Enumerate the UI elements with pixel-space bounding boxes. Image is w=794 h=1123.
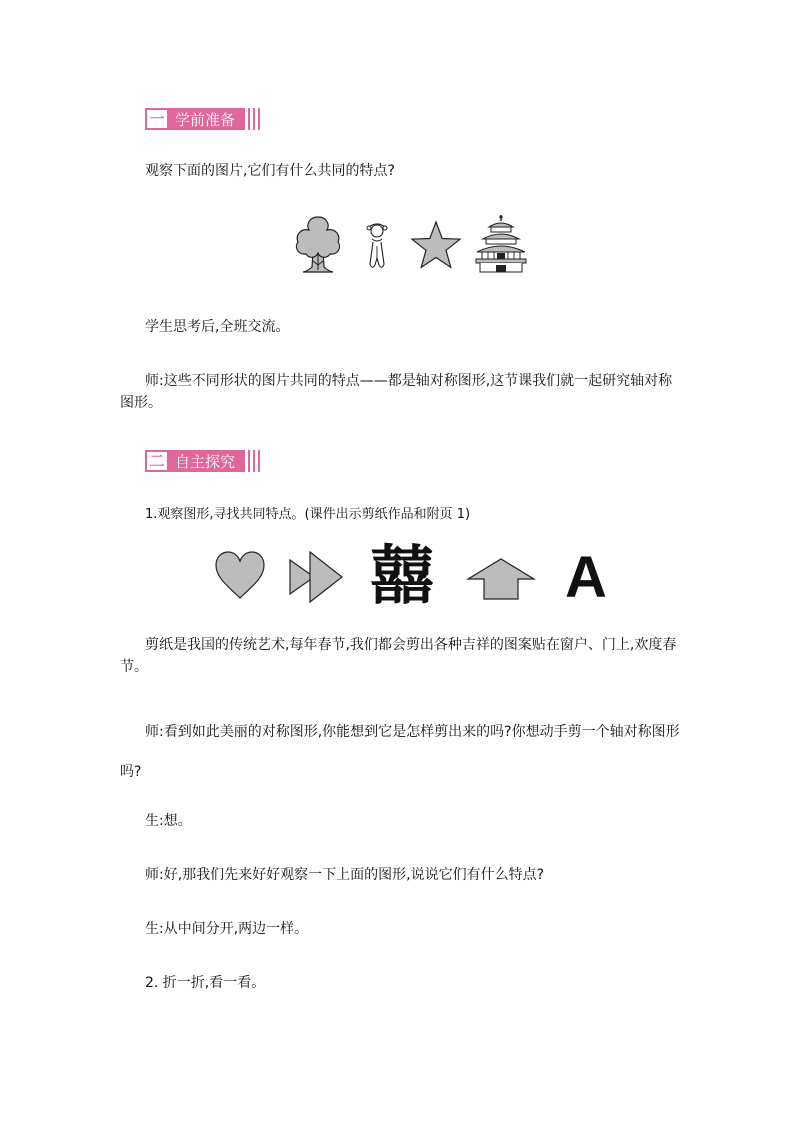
up-arrow-icon [466, 557, 536, 601]
heart-icon [214, 550, 266, 600]
paragraph-step-1: 1.观察图形,寻找共同特点。(课件出示剪纸作品和附页 1) [145, 507, 471, 522]
paragraph-step-2: 2. 折一折,看一看。 [145, 975, 266, 991]
section-header-explore [145, 450, 263, 472]
section-title: 自主探究 [169, 450, 245, 472]
paragraph-student-answer: 生:想。 [145, 813, 192, 829]
section-header-prep [145, 108, 263, 130]
paragraph-student-observation: 生:从中间分开,两边一样。 [145, 921, 309, 937]
paragraph-paper-cutting: 剪纸是我国的传统艺术,每年春节,我们都会剪出各种吉祥的图案贴在窗户、门上,欢度春节。 [120, 637, 677, 675]
paragraph-discussion: 学生思考后,全班交流。 [145, 319, 290, 335]
section-number: 一 [145, 108, 169, 130]
letter-a: A [565, 545, 607, 610]
section-number: 二 [145, 450, 169, 472]
double-arrow-icon [288, 550, 344, 604]
paragraph-teacher-question: 师:看到如此美丽的对称图形,你能想到它是怎样剪出来的吗?你想动手剪一个轴对称图形吗? [120, 724, 680, 780]
tree-icon [293, 215, 343, 273]
decorative-stripes [248, 450, 263, 472]
section-title: 学前准备 [169, 108, 245, 130]
paragraph-teacher-intro: 师:这些不同形状的图片共同的特点——都是轴对称图形,这节课我们就一起研究轴对称图形。 [120, 373, 673, 411]
star-icon [410, 220, 462, 270]
double-happiness-character: 囍 [370, 540, 434, 614]
decorative-stripes [248, 108, 263, 130]
temple-of-heaven-icon [474, 215, 528, 275]
fairy-figure-icon [362, 220, 392, 272]
paragraph-teacher-observe: 师:好,那我们先来好好观察一下上面的图形,说说它们有什么特点? [145, 867, 545, 883]
paragraph-observe: 观察下面的图片,它们有什么共同的特点? [145, 163, 395, 179]
